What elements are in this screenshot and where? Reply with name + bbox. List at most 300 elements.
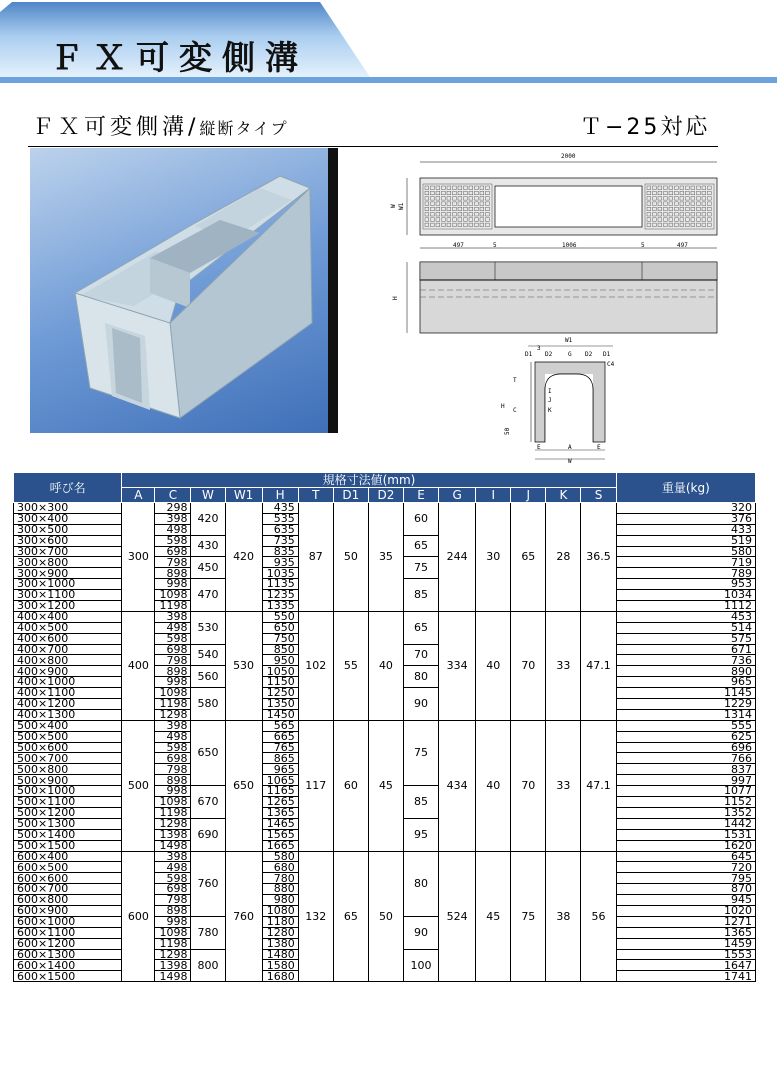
dim-end-right: 497 bbox=[677, 242, 688, 249]
table-row bbox=[14, 720, 756, 731]
cell-h: 1665 bbox=[262, 840, 298, 851]
subtitle-separator: / bbox=[188, 115, 200, 140]
cell-c: 1298 bbox=[155, 949, 191, 960]
cell-w: 530 bbox=[191, 611, 225, 644]
cell-size-name: 500×1100 bbox=[14, 797, 122, 808]
cell-c: 1198 bbox=[155, 601, 191, 612]
cell-w1: 760 bbox=[225, 851, 262, 982]
cell-c: 598 bbox=[155, 873, 191, 884]
cell-c: 1198 bbox=[155, 807, 191, 818]
sec-label-50: 50 bbox=[504, 427, 511, 435]
cell-size-name: 300×700 bbox=[14, 546, 122, 557]
cell-h: 650 bbox=[262, 622, 298, 633]
dim-gap-left: 5 bbox=[493, 242, 497, 249]
cell-size-name: 300×800 bbox=[14, 557, 122, 568]
header-group: 規格寸法値(mm) bbox=[122, 473, 616, 488]
cell-size-name: 600×1300 bbox=[14, 949, 122, 960]
cell-weight: 1352 bbox=[616, 807, 755, 818]
cell-weight: 645 bbox=[616, 851, 755, 862]
spec-table-body bbox=[14, 503, 756, 982]
column-header-c: C bbox=[155, 488, 191, 503]
cell-j: 70 bbox=[511, 720, 546, 851]
cell-weight: 1145 bbox=[616, 688, 755, 699]
cell-size-name: 600×600 bbox=[14, 873, 122, 884]
cell-w1: 420 bbox=[225, 503, 262, 612]
cell-e: 65 bbox=[403, 611, 438, 644]
label-w: W bbox=[390, 204, 397, 208]
cell-h: 735 bbox=[262, 535, 298, 546]
sec-label-a: A bbox=[568, 444, 572, 451]
cell-c: 898 bbox=[155, 568, 191, 579]
cell-h: 1065 bbox=[262, 775, 298, 786]
column-header-k: K bbox=[546, 488, 581, 503]
cell-weight: 890 bbox=[616, 666, 755, 677]
cell-weight: 1459 bbox=[616, 938, 755, 949]
cell-c: 1098 bbox=[155, 688, 191, 699]
cell-size-name: 400×600 bbox=[14, 633, 122, 644]
cell-c: 798 bbox=[155, 764, 191, 775]
cell-weight: 453 bbox=[616, 611, 755, 622]
cell-g: 244 bbox=[439, 503, 476, 612]
cell-i: 40 bbox=[476, 720, 511, 851]
cell-size-name: 400×800 bbox=[14, 655, 122, 666]
sec-label-k: K bbox=[548, 407, 552, 414]
cell-e: 90 bbox=[403, 688, 438, 721]
cell-e: 70 bbox=[403, 644, 438, 666]
cell-weight: 795 bbox=[616, 873, 755, 884]
cell-size-name: 400×1100 bbox=[14, 688, 122, 699]
column-header-j: J bbox=[511, 488, 546, 503]
cell-h: 1380 bbox=[262, 938, 298, 949]
column-header-e: E bbox=[403, 488, 438, 503]
cell-weight: 1229 bbox=[616, 699, 755, 710]
cell-c: 1298 bbox=[155, 709, 191, 720]
cell-weight: 625 bbox=[616, 731, 755, 742]
cell-size-name: 400×500 bbox=[14, 622, 122, 633]
label-w1: W1 bbox=[398, 202, 405, 210]
cell-g: 434 bbox=[439, 720, 476, 851]
cell-c: 1198 bbox=[155, 938, 191, 949]
cell-weight: 766 bbox=[616, 753, 755, 764]
cell-weight: 671 bbox=[616, 644, 755, 655]
cell-c: 398 bbox=[155, 720, 191, 731]
column-header-g: G bbox=[439, 488, 476, 503]
cell-c: 998 bbox=[155, 677, 191, 688]
column-header-h: H bbox=[262, 488, 298, 503]
cell-c: 498 bbox=[155, 524, 191, 535]
cell-h: 1135 bbox=[262, 579, 298, 590]
cell-h: 565 bbox=[262, 720, 298, 731]
cell-t: 132 bbox=[298, 851, 333, 982]
cell-size-name: 500×500 bbox=[14, 731, 122, 742]
cell-a: 400 bbox=[122, 611, 155, 720]
cell-d1: 55 bbox=[333, 611, 368, 720]
cell-t: 87 bbox=[298, 503, 333, 612]
cell-h: 1580 bbox=[262, 960, 298, 971]
cell-c: 698 bbox=[155, 644, 191, 655]
cell-c: 398 bbox=[155, 611, 191, 622]
cell-size-name: 400×1000 bbox=[14, 677, 122, 688]
cell-h: 1280 bbox=[262, 927, 298, 938]
cell-weight: 1442 bbox=[616, 818, 755, 829]
cell-size-name: 400×1300 bbox=[14, 709, 122, 720]
cell-size-name: 600×500 bbox=[14, 862, 122, 873]
cell-h: 665 bbox=[262, 731, 298, 742]
sec-label-h: H bbox=[501, 403, 505, 410]
cell-size-name: 600×1000 bbox=[14, 916, 122, 927]
cell-c: 598 bbox=[155, 742, 191, 753]
sec-label-g: G bbox=[568, 351, 572, 358]
cell-weight: 1741 bbox=[616, 971, 755, 982]
cell-size-name: 600×1400 bbox=[14, 960, 122, 971]
cell-h: 1365 bbox=[262, 807, 298, 818]
cell-size-name: 300×300 bbox=[14, 503, 122, 514]
cell-d1: 65 bbox=[333, 851, 368, 982]
cell-c: 598 bbox=[155, 633, 191, 644]
header-weight: 重量(kg) bbox=[616, 473, 755, 503]
cell-size-name: 500×400 bbox=[14, 720, 122, 731]
sec-label-c: C bbox=[513, 407, 517, 414]
sec-label-three: 3 bbox=[537, 345, 541, 352]
cell-h: 935 bbox=[262, 557, 298, 568]
cell-weight: 1620 bbox=[616, 840, 755, 851]
cell-weight: 1034 bbox=[616, 590, 755, 601]
sec-label-i: I bbox=[548, 388, 552, 395]
column-header-w: W bbox=[191, 488, 225, 503]
cell-e: 90 bbox=[403, 916, 438, 949]
cell-weight: 870 bbox=[616, 884, 755, 895]
cell-c: 898 bbox=[155, 666, 191, 677]
cell-s: 47.1 bbox=[581, 720, 616, 851]
column-header-a: A bbox=[122, 488, 155, 503]
cell-e: 75 bbox=[403, 720, 438, 785]
cell-weight: 376 bbox=[616, 513, 755, 524]
cell-size-name: 600×1100 bbox=[14, 927, 122, 938]
cell-c: 398 bbox=[155, 851, 191, 862]
header-name: 呼び名 bbox=[14, 473, 122, 503]
cell-h: 1250 bbox=[262, 688, 298, 699]
cell-size-name: 500×700 bbox=[14, 753, 122, 764]
cell-w: 470 bbox=[191, 579, 225, 612]
cell-e: 85 bbox=[403, 786, 438, 819]
cell-w: 670 bbox=[191, 786, 225, 819]
cell-d2: 45 bbox=[368, 720, 403, 851]
cell-c: 898 bbox=[155, 905, 191, 916]
table-row bbox=[14, 503, 756, 514]
cell-h: 1335 bbox=[262, 601, 298, 612]
cell-e: 80 bbox=[403, 851, 438, 916]
cell-h: 1050 bbox=[262, 666, 298, 677]
cell-weight: 1152 bbox=[616, 797, 755, 808]
cell-size-name: 300×1000 bbox=[14, 579, 122, 590]
header-rule bbox=[28, 146, 718, 147]
cell-c: 798 bbox=[155, 557, 191, 568]
cell-weight: 696 bbox=[616, 742, 755, 753]
cell-k: 28 bbox=[546, 503, 581, 612]
product-subtitle bbox=[32, 110, 289, 141]
cell-h: 1450 bbox=[262, 709, 298, 720]
cell-h: 1350 bbox=[262, 699, 298, 710]
cell-h: 1150 bbox=[262, 677, 298, 688]
cell-h: 435 bbox=[262, 503, 298, 514]
column-header-w1: W1 bbox=[225, 488, 262, 503]
cell-i: 45 bbox=[476, 851, 511, 982]
cell-j: 70 bbox=[511, 611, 546, 720]
cell-weight: 1365 bbox=[616, 927, 755, 938]
cell-weight: 789 bbox=[616, 568, 755, 579]
product-render-image bbox=[30, 148, 328, 433]
table-row bbox=[14, 611, 756, 622]
cell-w: 420 bbox=[191, 503, 225, 536]
cell-e: 80 bbox=[403, 666, 438, 688]
sec-label-d1-right: D1 bbox=[603, 351, 611, 358]
cell-s: 36.5 bbox=[581, 503, 616, 612]
sec-label-j: J bbox=[548, 397, 552, 404]
cell-i: 30 bbox=[476, 503, 511, 612]
cell-g: 524 bbox=[439, 851, 476, 982]
cell-w: 430 bbox=[191, 535, 225, 557]
cell-c: 1398 bbox=[155, 829, 191, 840]
cell-weight: 1647 bbox=[616, 960, 755, 971]
cell-c: 698 bbox=[155, 884, 191, 895]
cell-t: 117 bbox=[298, 720, 333, 851]
dim-center: 1006 bbox=[562, 242, 577, 249]
cell-h: 750 bbox=[262, 633, 298, 644]
cell-weight: 1553 bbox=[616, 949, 755, 960]
cell-weight: 1020 bbox=[616, 905, 755, 916]
dim-total-length: 2000 bbox=[561, 153, 576, 160]
cell-e: 100 bbox=[403, 949, 438, 982]
sec-label-t: T bbox=[513, 377, 517, 384]
cell-size-name: 600×1200 bbox=[14, 938, 122, 949]
cell-weight: 580 bbox=[616, 546, 755, 557]
cell-size-name: 600×900 bbox=[14, 905, 122, 916]
dim-gap-right: 5 bbox=[641, 242, 645, 249]
cell-weight: 514 bbox=[616, 622, 755, 633]
cell-a: 300 bbox=[122, 503, 155, 612]
table-row bbox=[14, 851, 756, 862]
cell-c: 698 bbox=[155, 753, 191, 764]
cell-i: 40 bbox=[476, 611, 511, 720]
cell-size-name: 500×900 bbox=[14, 775, 122, 786]
cell-c: 1198 bbox=[155, 699, 191, 710]
cell-h: 1165 bbox=[262, 786, 298, 797]
cell-weight: 1314 bbox=[616, 709, 755, 720]
cell-weight: 433 bbox=[616, 524, 755, 535]
cell-t: 102 bbox=[298, 611, 333, 720]
subtitle-main: ＦＸ可変側溝 bbox=[32, 115, 189, 140]
cell-size-name: 600×400 bbox=[14, 851, 122, 862]
cell-k: 38 bbox=[546, 851, 581, 982]
cell-h: 965 bbox=[262, 764, 298, 775]
product-photo bbox=[30, 148, 338, 433]
cell-h: 550 bbox=[262, 611, 298, 622]
label-h: H bbox=[392, 296, 399, 300]
sec-label-e-right: E bbox=[597, 444, 601, 451]
dim-end-left: 497 bbox=[453, 242, 464, 249]
cell-g: 334 bbox=[439, 611, 476, 720]
cell-size-name: 300×900 bbox=[14, 568, 122, 579]
cell-c: 1098 bbox=[155, 590, 191, 601]
cell-weight: 519 bbox=[616, 535, 755, 546]
cell-c: 1098 bbox=[155, 927, 191, 938]
cell-c: 798 bbox=[155, 895, 191, 906]
cell-c: 298 bbox=[155, 503, 191, 514]
cell-h: 1180 bbox=[262, 916, 298, 927]
sec-label-d2-left: D2 bbox=[545, 351, 553, 358]
cell-a: 500 bbox=[122, 720, 155, 851]
cell-size-name: 300×1100 bbox=[14, 590, 122, 601]
cell-h: 850 bbox=[262, 644, 298, 655]
cell-weight: 1531 bbox=[616, 829, 755, 840]
cell-weight: 575 bbox=[616, 633, 755, 644]
header-banner bbox=[0, 0, 777, 84]
cell-s: 47.1 bbox=[581, 611, 616, 720]
cell-h: 1080 bbox=[262, 905, 298, 916]
sec-label-d2-right: D2 bbox=[585, 351, 593, 358]
cell-w: 760 bbox=[191, 851, 225, 916]
cell-c: 698 bbox=[155, 546, 191, 557]
cell-h: 535 bbox=[262, 513, 298, 524]
cell-w: 690 bbox=[191, 818, 225, 851]
cell-c: 998 bbox=[155, 786, 191, 797]
cell-size-name: 600×700 bbox=[14, 884, 122, 895]
cell-size-name: 400×1200 bbox=[14, 699, 122, 710]
cell-weight: 837 bbox=[616, 764, 755, 775]
cell-h: 635 bbox=[262, 524, 298, 535]
column-header-d2: D2 bbox=[368, 488, 403, 503]
cell-c: 1398 bbox=[155, 960, 191, 971]
column-header-i: I bbox=[476, 488, 511, 503]
cell-c: 498 bbox=[155, 731, 191, 742]
cell-e: 60 bbox=[403, 503, 438, 536]
cell-weight: 997 bbox=[616, 775, 755, 786]
cell-size-name: 500×1200 bbox=[14, 807, 122, 818]
cell-size-name: 500×1300 bbox=[14, 818, 122, 829]
cell-size-name: 300×400 bbox=[14, 513, 122, 524]
cell-size-name: 300×600 bbox=[14, 535, 122, 546]
page-title: ＦＸ可変側溝 bbox=[50, 38, 308, 77]
cell-size-name: 300×1200 bbox=[14, 601, 122, 612]
cell-weight: 320 bbox=[616, 503, 755, 514]
column-header-d1: D1 bbox=[333, 488, 368, 503]
cell-weight: 945 bbox=[616, 895, 755, 906]
cell-weight: 719 bbox=[616, 557, 755, 568]
cell-h: 1480 bbox=[262, 949, 298, 960]
cell-size-name: 400×700 bbox=[14, 644, 122, 655]
cell-d1: 60 bbox=[333, 720, 368, 851]
cell-weight: 736 bbox=[616, 655, 755, 666]
cell-size-name: 600×1500 bbox=[14, 971, 122, 982]
cell-c: 1298 bbox=[155, 818, 191, 829]
cell-d2: 35 bbox=[368, 503, 403, 612]
cell-w1: 530 bbox=[225, 611, 262, 720]
cell-h: 1235 bbox=[262, 590, 298, 601]
cell-e: 95 bbox=[403, 818, 438, 851]
load-rating: Ｔ−25対応 bbox=[580, 115, 711, 140]
cell-weight: 1112 bbox=[616, 601, 755, 612]
column-header-s: S bbox=[581, 488, 616, 503]
sec-label-w: W bbox=[568, 458, 572, 465]
cell-h: 780 bbox=[262, 873, 298, 884]
cell-c: 1498 bbox=[155, 840, 191, 851]
cell-h: 950 bbox=[262, 655, 298, 666]
cell-w: 650 bbox=[191, 720, 225, 785]
cell-size-name: 500×1500 bbox=[14, 840, 122, 851]
cell-w: 540 bbox=[191, 644, 225, 666]
cell-h: 1465 bbox=[262, 818, 298, 829]
cell-size-name: 500×1400 bbox=[14, 829, 122, 840]
cell-weight: 555 bbox=[616, 720, 755, 731]
cell-c: 798 bbox=[155, 655, 191, 666]
cell-h: 1565 bbox=[262, 829, 298, 840]
cell-h: 680 bbox=[262, 862, 298, 873]
cell-h: 1035 bbox=[262, 568, 298, 579]
cell-weight: 1271 bbox=[616, 916, 755, 927]
cell-w1: 650 bbox=[225, 720, 262, 851]
cell-size-name: 500×1000 bbox=[14, 786, 122, 797]
cell-w: 580 bbox=[191, 688, 225, 721]
cell-weight: 953 bbox=[616, 579, 755, 590]
cell-h: 765 bbox=[262, 742, 298, 753]
cell-c: 998 bbox=[155, 916, 191, 927]
cell-d2: 40 bbox=[368, 611, 403, 720]
cell-weight: 965 bbox=[616, 677, 755, 688]
cell-c: 1098 bbox=[155, 797, 191, 808]
cell-c: 998 bbox=[155, 579, 191, 590]
cell-size-name: 400×400 bbox=[14, 611, 122, 622]
cell-size-name: 300×500 bbox=[14, 524, 122, 535]
cell-h: 1680 bbox=[262, 971, 298, 982]
subtitle-type: 縦断タイプ bbox=[199, 119, 289, 138]
cell-k: 33 bbox=[546, 611, 581, 720]
cell-h: 980 bbox=[262, 895, 298, 906]
cell-c: 898 bbox=[155, 775, 191, 786]
cell-j: 65 bbox=[511, 503, 546, 612]
sec-label-d1-left: D1 bbox=[525, 351, 533, 358]
cell-c: 598 bbox=[155, 535, 191, 546]
cell-weight: 1077 bbox=[616, 786, 755, 797]
cell-w: 450 bbox=[191, 557, 225, 579]
cell-size-name: 500×800 bbox=[14, 764, 122, 775]
cell-j: 75 bbox=[511, 851, 546, 982]
technical-drawing bbox=[385, 150, 725, 465]
column-header-t: T bbox=[298, 488, 333, 503]
cell-w: 780 bbox=[191, 916, 225, 949]
cell-e: 85 bbox=[403, 579, 438, 612]
cell-w: 800 bbox=[191, 949, 225, 982]
cell-d2: 50 bbox=[368, 851, 403, 982]
cell-w: 560 bbox=[191, 666, 225, 688]
cell-a: 600 bbox=[122, 851, 155, 982]
cell-h: 835 bbox=[262, 546, 298, 557]
cell-c: 398 bbox=[155, 513, 191, 524]
sec-label-w1: W1 bbox=[565, 337, 573, 344]
cell-k: 33 bbox=[546, 720, 581, 851]
cell-e: 65 bbox=[403, 535, 438, 557]
spec-table bbox=[13, 472, 756, 982]
sec-label-c4: C4 bbox=[607, 361, 615, 368]
cell-h: 865 bbox=[262, 753, 298, 764]
drawing-svg bbox=[385, 150, 725, 465]
cell-s: 56 bbox=[581, 851, 616, 982]
cell-h: 580 bbox=[262, 851, 298, 862]
cell-d1: 50 bbox=[333, 503, 368, 612]
cell-weight: 720 bbox=[616, 862, 755, 873]
cell-c: 498 bbox=[155, 862, 191, 873]
cell-size-name: 400×900 bbox=[14, 666, 122, 677]
cell-size-name: 600×800 bbox=[14, 895, 122, 906]
